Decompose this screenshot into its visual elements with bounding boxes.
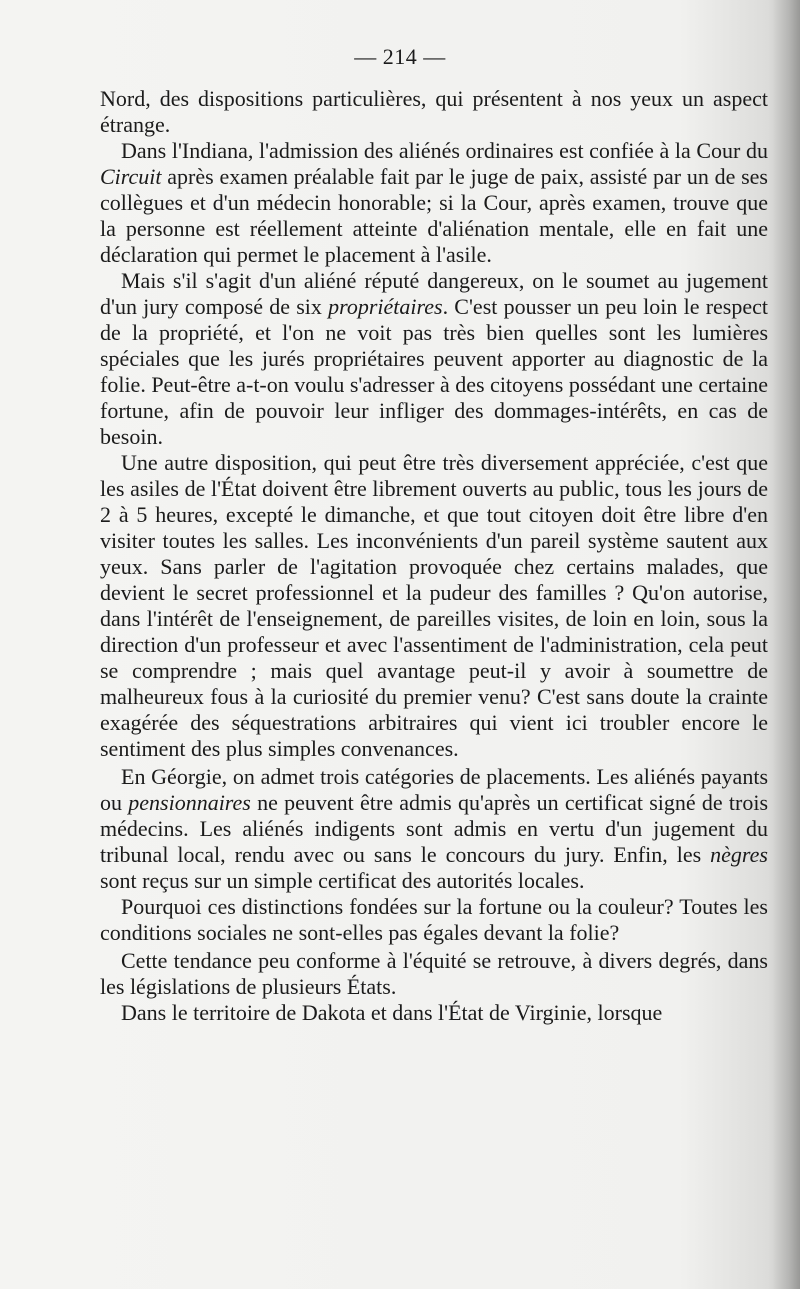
text-run: Mais s'il s'agit d'un aliéné réputé dangereux, on le soumet au jugement d'un jury composé de six xyxy=(100,268,768,319)
text-run: Dans l'Indiana, l'admission des aliénés ordinaires est confiée à la Cour du xyxy=(121,138,768,163)
paragraph-asiles-publics: Une autre disposition, qui peut être très diversement appréciée, c'est que les asiles de l'État doivent être librement ouverts au public, tous les jours de 2 à 5 heures, excepté le dimanche, et que tout citoyen doit être libre d'en visiter toutes les salles. Les inconvénients d'un pareil système sautent aux yeux. Sans parler de l'agitation provoquée chez certains malades, que devient le secret professionnel et la pudeur des familles ? Qu'on autorise, dans l'intérêt de l'enseignement, de pareilles visites, de loin en loin, sous la direction d'un professeur et avec l'assentiment de l'administration, cela peut se comprendre ; mais quel avantage peut-il y avoir à soumettre de malheureux fous à la curiosité du premier venu? C'est sans doute la crainte exagérée des séquestrations arbitraires qui vient ici troubler encore le sentiment des plus simples convenances. xyxy=(100,450,768,761)
italic-term-negres: nègres xyxy=(710,842,768,867)
page-body xyxy=(100,86,768,1026)
paragraph-jury xyxy=(100,268,768,450)
paragraph-continuation: Nord, des dispositions particulières, qui présentent à nos yeux un aspect étrange. xyxy=(100,86,768,137)
text-run: En Géorgie, on admet trois catégories de placements. Les aliénés payants ou xyxy=(100,764,768,815)
italic-term-pensionnaires: pensionnaires xyxy=(128,790,251,815)
text-run: . C'est pousser un peu loin le respect de la propriété, et l'on ne voit pas très bien quelles sont les lumières spéciales que les jurés propriétaires peuvent apporter au diagnostic de la folie. Peut-être a-t-on voulu s'adresser à des citoyens possédant une certaine fortune, afin de pouvoir leur infliger des dommages-intérêts, en cas de besoin. xyxy=(100,294,769,449)
paragraph-tendance: Cette tendance peu conforme à l'équité se retrouve, à divers degrés, dans les législations de plusieurs États. xyxy=(100,948,768,999)
text-run: ne peuvent être admis qu'après un certificat signé de trois médecins. Les aliénés indigents sont admis en vertu d'un jugement du tribunal local, rendu avec ou sans le concours du jury. Enfin, les xyxy=(100,790,769,867)
paragraph-georgie xyxy=(100,764,768,894)
paragraph-distinctions: Pourquoi ces distinctions fondées sur la fortune ou la couleur? Toutes les conditions sociales ne sont-elles pas égales devant la folie? xyxy=(100,894,768,945)
page-number: — 214 — xyxy=(354,44,446,69)
italic-term-proprietaires: propriétaires xyxy=(328,294,443,319)
paragraph-indiana xyxy=(100,138,768,268)
text-run: après examen préalable fait par le juge de paix, assisté par un de ses collègues et d'un médecin honorable; si la Cour, après examen, trouve que la personne est réellement atteinte d'aliénation mentale, elle en fait une déclaration qui permet le placement à l'asile. xyxy=(100,164,768,267)
text-run: sont reçus sur un simple certificat des autorités locales. xyxy=(100,868,585,893)
paragraph-dakota: Dans le territoire de Dakota et dans l'État de Virginie, lorsque xyxy=(121,1000,663,1025)
page-edge-shadow xyxy=(772,0,800,1289)
italic-term-circuit: Circuit xyxy=(100,164,162,189)
